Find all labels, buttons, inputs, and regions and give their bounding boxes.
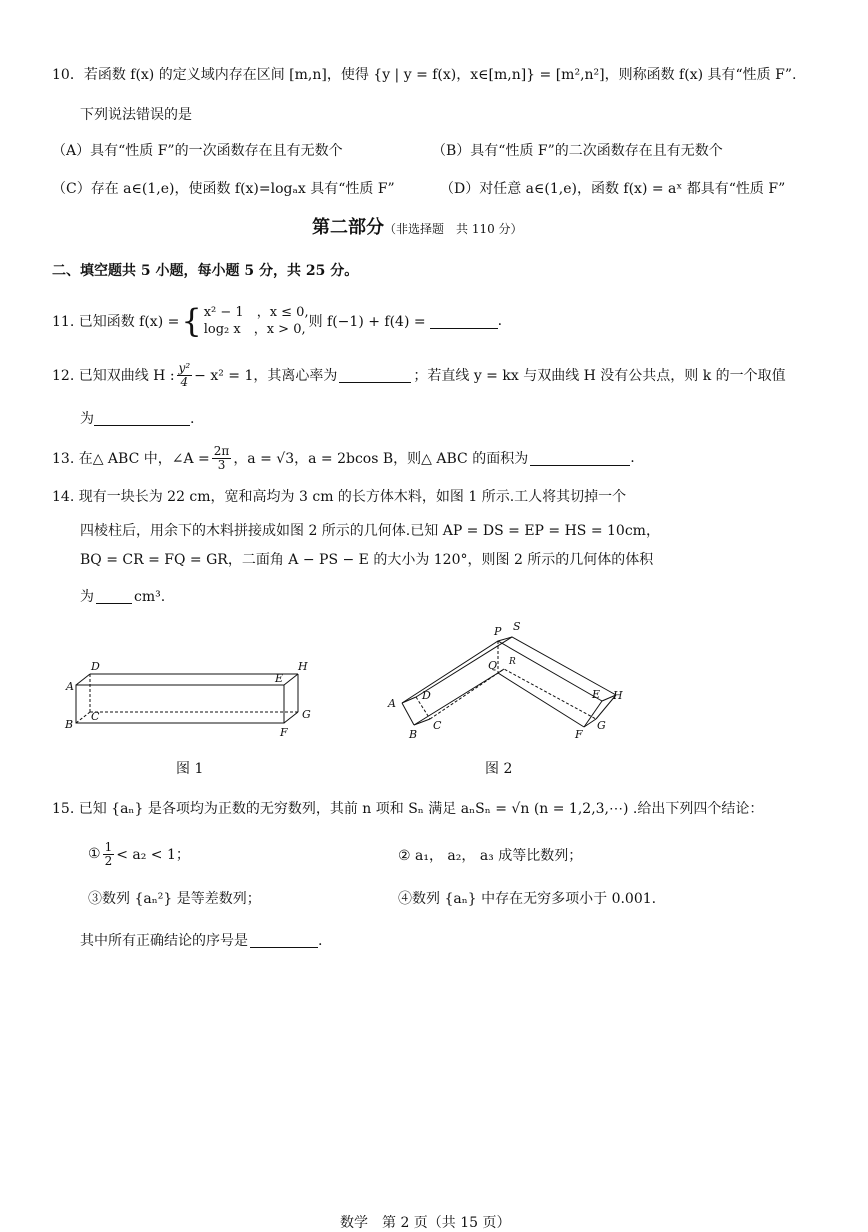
q12-line2 — [80, 408, 194, 428]
q13-prefix: 13. 在△ ABC 中，∠A = — [52, 451, 210, 467]
q10-option-a: （A）具有“性质 F”的一次函数存在且有无数个 — [52, 143, 343, 159]
fig1-label-A: A — [66, 680, 74, 693]
q10-option-d: （D）对任意 a∈(1,e)，函数 f(x) = aˣ 都具有“性质 F” — [440, 181, 786, 197]
q14-line3: BQ = CR = FQ = GR，二面角 A − PS − E 的大小为 120°，则图 2 所示的几何体的体积 — [80, 552, 654, 568]
q15-conclusion-4: ④数列 {aₙ} 中存在无穷多项小于 0.001. — [398, 891, 657, 907]
q10-question: 下列说法错误的是 — [80, 107, 192, 123]
fig2-edge-APE — [402, 641, 602, 703]
fig1-label-C: C — [91, 710, 100, 723]
fig1-front-face — [76, 685, 284, 723]
q11-suffix: 则 f(−1) + f(4) = — [308, 314, 426, 330]
q13-frac-num: 2π — [213, 443, 230, 458]
q15-c1-post: < a₂ < 1； — [116, 847, 190, 863]
figure-2-caption: 图 2 — [485, 761, 513, 777]
q11-answer-blank[interactable] — [430, 314, 498, 329]
fig2-label-G: G — [597, 719, 606, 732]
part-subtitle: （非选择题 共 110 分） — [384, 222, 523, 236]
q11-prefix: 11. 已知函数 f(x) = — [52, 314, 180, 330]
q14-line4-pre: 为 — [80, 589, 94, 605]
q15-ask — [80, 930, 322, 950]
q12-blank-eccentricity[interactable] — [339, 368, 411, 383]
q15-c1-fraction — [103, 841, 115, 867]
fig2-label-H: H — [613, 689, 623, 702]
q11-case1: x² − 1 ，x ≤ 0, — [203, 305, 309, 320]
q14-line4 — [80, 586, 165, 606]
fig1-label-G: G — [302, 708, 311, 721]
fig2-edge-CRG — [430, 669, 596, 719]
figure-1-caption: 图 1 — [176, 761, 204, 777]
q11-cases — [204, 304, 309, 338]
q12-mid: − x² = 1，其离心率为 — [194, 368, 338, 384]
q12-frac-num: y² — [178, 360, 191, 375]
q14-line4-post: cm³. — [134, 589, 166, 605]
part-title: 第二部分 — [312, 217, 384, 238]
q12-mid2: ；若直线 y = kx 与双曲线 H 没有公共点，则 k 的一个取值 — [413, 368, 786, 384]
fig1-edge-EH — [284, 674, 298, 685]
fig2-label-D: D — [422, 689, 431, 702]
fig1-label-H: H — [298, 660, 308, 673]
fig2-label-A: A — [388, 697, 396, 710]
q13-fraction — [212, 445, 232, 471]
q12-line1 — [52, 357, 786, 393]
q11 — [52, 303, 502, 339]
fig1-label-B: B — [65, 718, 74, 731]
q15-conclusion-1 — [88, 836, 190, 872]
fig1-label-E: E — [275, 672, 284, 685]
figure-2-bent-prism — [380, 615, 640, 745]
q13-answer-blank[interactable] — [530, 451, 630, 466]
q15-ask-text: 其中所有正确结论的序号是 — [80, 933, 248, 949]
q15-ask-end: . — [318, 933, 323, 949]
fig2-edge-QR — [498, 669, 504, 673]
q11-case2: log₂ x ，x > 0, — [203, 322, 306, 337]
section-header: 二、填空题共 5 小题，每小题 5 分，共 25 分。 — [52, 263, 359, 279]
fig1-label-D: D — [91, 660, 100, 673]
q12-fraction — [177, 362, 193, 388]
q14-answer-blank[interactable] — [96, 589, 132, 604]
fig2-label-S: S — [513, 620, 521, 633]
q12-blank-k[interactable] — [94, 411, 190, 426]
fig1-edge-AD — [76, 674, 90, 685]
q10-option-c: （C）存在 a∈(1,e)，使函数 f(x)=logₐx 具有“性质 F” — [52, 181, 395, 197]
fig2-edge-DSH — [416, 637, 616, 697]
fig1-edge-FG — [284, 712, 298, 723]
fig1-hidden-BC — [76, 712, 90, 723]
fig2-label-E: E — [592, 688, 601, 701]
q15-conclusion-3: ③数列 {aₙ²} 是等差数列； — [88, 891, 261, 907]
q14-line2: 四棱柱后，用余下的木料拼接成如图 2 所示的几何体.已知 AP = DS = EP = HS = 10cm， — [80, 523, 660, 539]
part-heading — [312, 213, 523, 239]
page-footer: 数学 第 2 页（共 15 页） — [340, 1215, 511, 1231]
q13 — [52, 438, 635, 478]
q10-stem: 10．若函数 f(x) 的定义域内存在区间 [m,n]，使得 {y | y = f(x)，x∈[m,n]} = [m²,n²]，则称函数 f(x) 具有“性质 F”. — [52, 67, 797, 83]
fig2-label-C: C — [433, 719, 442, 732]
q12-frac-den: 4 — [180, 374, 189, 389]
q15-stem: 15. 已知 {aₙ} 是各项均为正数的无穷数列，其前 n 项和 Sₙ 满足 aₙSₙ = √n (n = 1,2,3,⋯) .给出下列四个结论： — [52, 801, 764, 817]
q15-c1-num: 1 — [104, 839, 113, 854]
fig2-edge-FG — [584, 719, 596, 727]
fig2-label-Q: Q — [488, 659, 498, 672]
q15-conclusion-2: ② a₁， a₂， a₃ 成等比数列； — [398, 848, 583, 864]
q10-option-b: （B）具有“性质 F”的二次函数存在且有无数个 — [432, 143, 723, 159]
fig1-label-F: F — [280, 726, 288, 739]
q15-c1-den: 2 — [104, 853, 113, 868]
fig2-label-B: B — [409, 728, 418, 741]
q11-brace: { — [181, 302, 202, 340]
fig2-edge-AB — [402, 703, 414, 725]
q12-prefix: 12. 已知双曲线 H : — [52, 368, 175, 384]
q12-end: . — [190, 411, 195, 427]
fig2-label-R: R — [509, 657, 516, 667]
q11-end: . — [497, 313, 503, 329]
q12-line2-text: 为 — [80, 411, 94, 427]
fig2-label-F: F — [575, 728, 583, 741]
figure-1-cuboid — [60, 660, 330, 745]
q13-end: . — [630, 450, 635, 466]
q13-frac-den: 3 — [217, 457, 226, 472]
q15-answer-blank[interactable] — [250, 933, 318, 948]
q13-mid: ，a = √3，a = 2bcos B，则△ ABC 的面积为 — [233, 451, 529, 467]
fig2-label-P: P — [494, 625, 502, 638]
q14-line1: 14. 现有一块长为 22 cm，宽和高均为 3 cm 的长方体木料，如图 1 所示.工人将其切掉一个 — [52, 489, 627, 505]
q15-c1-marker: ① — [88, 846, 101, 862]
